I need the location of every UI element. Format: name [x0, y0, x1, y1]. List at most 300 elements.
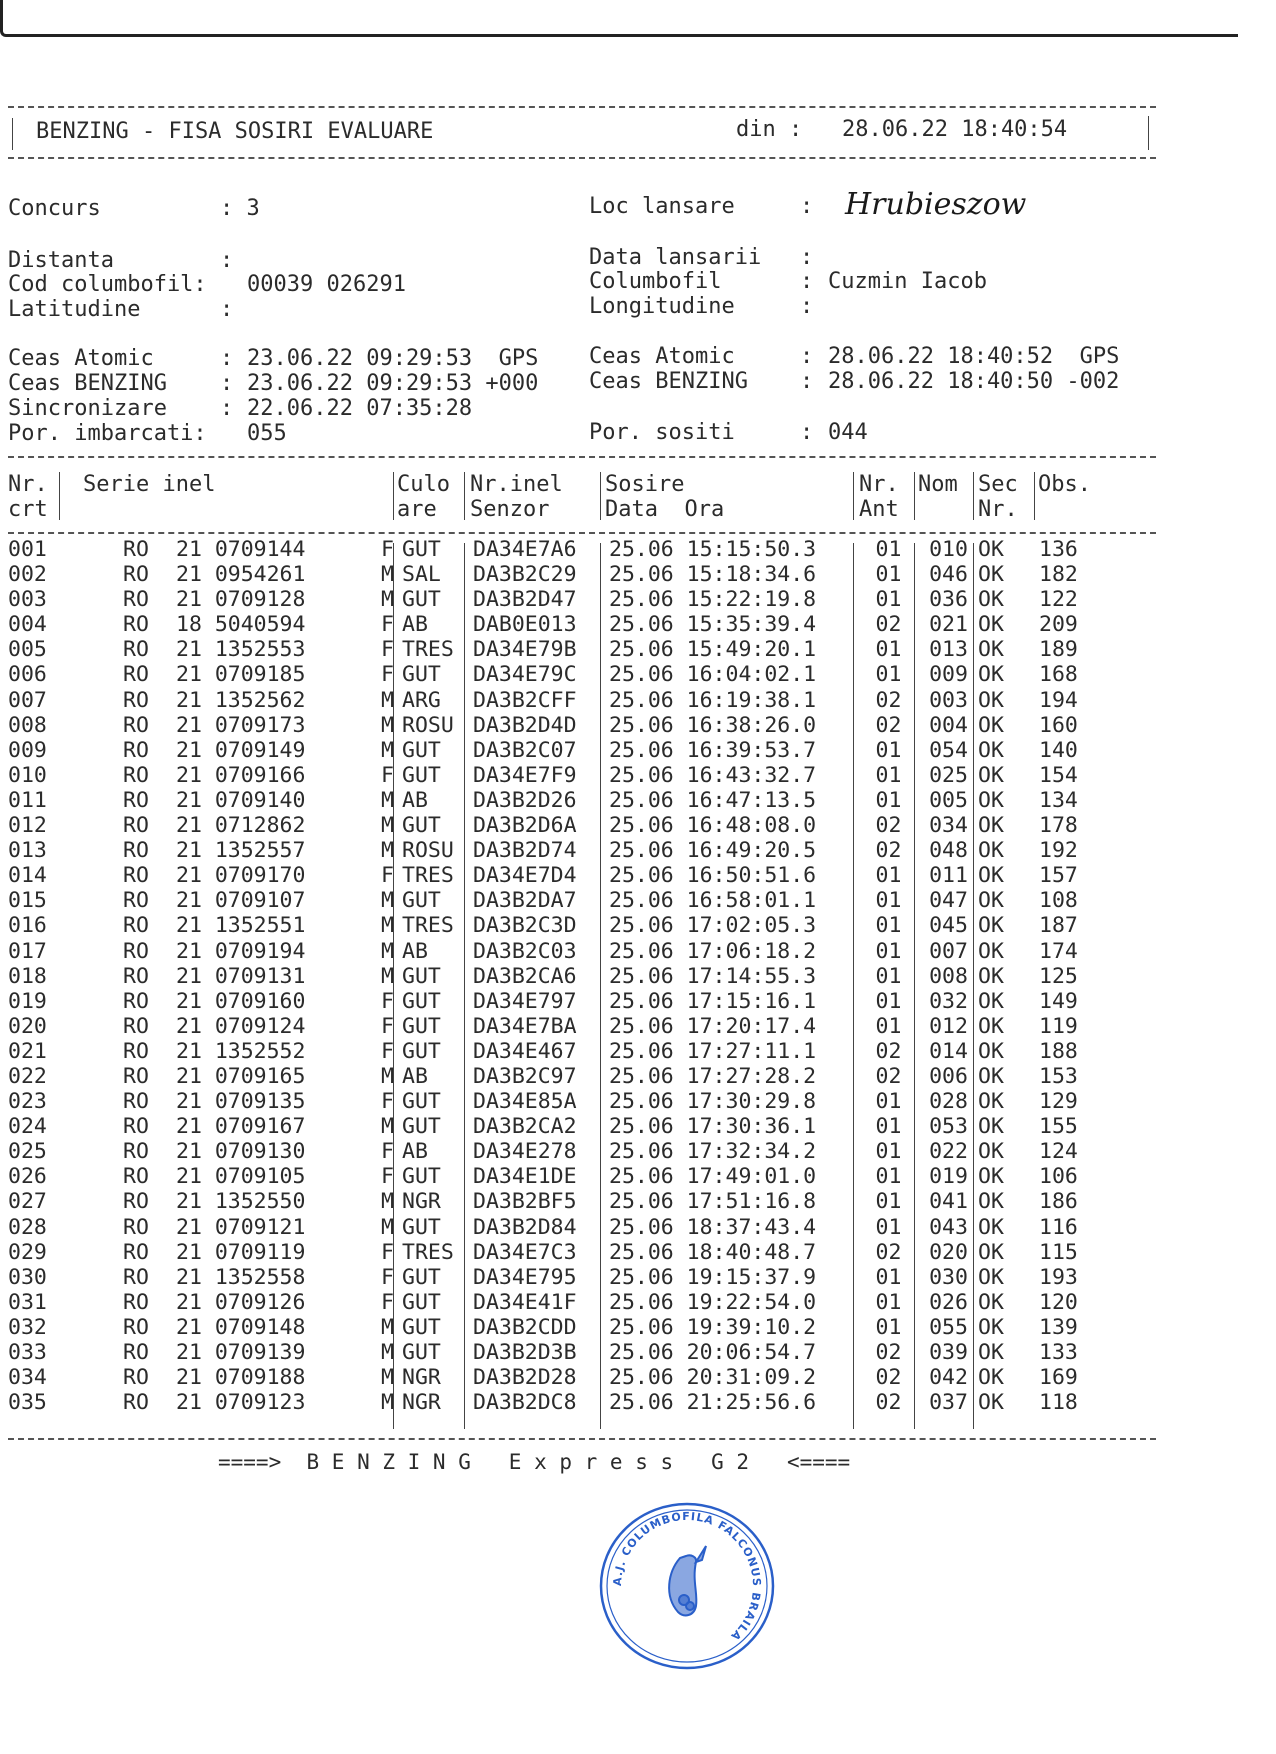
cell-sensor-ring: DA34E79C — [473, 662, 577, 688]
cell-country: RO — [123, 1164, 149, 1190]
cell-sex: F — [381, 612, 394, 638]
sincronizare-label: Sincronizare — [8, 396, 167, 421]
cell-nr-crt: 014 — [8, 863, 47, 889]
cell-sec-status: OK — [978, 762, 1004, 788]
col-divider — [464, 472, 465, 520]
cell-nr-crt: 017 — [8, 938, 47, 964]
cell-sex: F — [381, 1089, 394, 1115]
cell-sec-status: OK — [978, 1189, 1004, 1215]
cod-columbofil-label: Cod columbofil: — [8, 272, 207, 297]
cell-obs: 124 — [1039, 1139, 1078, 1165]
ceas-atomic-left-label: Ceas Atomic — [8, 346, 154, 371]
cell-sex: F — [381, 1139, 394, 1165]
cell-nr-ant: 01 — [875, 963, 902, 989]
table-row — [8, 637, 1109, 662]
cell-arrival: 25.06 21:25:56.6 — [609, 1390, 817, 1416]
cell-ring-series: 21 0709149 — [176, 737, 306, 763]
cell-arrival: 25.06 17:14:55.3 — [609, 963, 817, 989]
cell-color: GUT — [402, 888, 441, 914]
cell-sec-status: OK — [978, 1214, 1004, 1240]
cell-ring-series: 21 0709173 — [176, 712, 306, 738]
cell-obs: 186 — [1039, 1189, 1078, 1215]
cell-sec-status: OK — [978, 863, 1004, 889]
cell-sex: F — [381, 1239, 394, 1265]
cell-nom: 042 — [929, 1365, 968, 1391]
cell-sensor-ring: DA34E7BA — [473, 1013, 577, 1039]
table-row — [8, 788, 1109, 813]
cell-nr-ant: 01 — [875, 1214, 902, 1240]
cell-obs: 178 — [1039, 813, 1078, 839]
cell-color: GUT — [402, 662, 441, 688]
cell-sensor-ring: DA34E7D4 — [473, 863, 577, 889]
cell-obs: 192 — [1039, 838, 1078, 864]
cell-nr-crt: 010 — [8, 762, 47, 788]
cell-nr-ant: 02 — [875, 1390, 902, 1416]
cell-nr-ant: 01 — [875, 888, 902, 914]
table-row — [8, 1265, 1109, 1290]
cell-arrival: 25.06 16:48:08.0 — [609, 813, 817, 839]
cell-obs: 188 — [1039, 1038, 1078, 1064]
table-row — [8, 1089, 1109, 1114]
cell-country: RO — [123, 787, 149, 813]
cell-sec-status: OK — [978, 787, 1004, 813]
cell-country: RO — [123, 1089, 149, 1115]
header-nr-ant-1: Nr. — [859, 472, 899, 497]
loc-lansare-sep: : — [800, 194, 814, 219]
cell-color: AB — [402, 787, 428, 813]
cell-nom: 026 — [929, 1289, 968, 1315]
cell-color: GUT — [402, 1264, 441, 1290]
cell-sex: M — [381, 938, 394, 964]
table-row — [8, 913, 1109, 938]
table-row — [8, 888, 1109, 913]
cell-sensor-ring: DA3B2C3D — [473, 913, 577, 939]
header-nr: Nr. — [8, 472, 48, 497]
cell-ring-series: 21 0709148 — [176, 1314, 306, 1340]
cell-sensor-ring: DA3B2BF5 — [473, 1189, 577, 1215]
cell-sex: F — [381, 863, 394, 889]
cell-color: GUT — [402, 587, 441, 613]
cell-ring-series: 21 1352553 — [176, 637, 306, 663]
cell-sex: F — [381, 1164, 394, 1190]
cell-sex: M — [381, 1063, 394, 1089]
cell-arrival: 25.06 17:30:36.1 — [609, 1114, 817, 1140]
cell-obs: 115 — [1039, 1239, 1078, 1265]
cell-sensor-ring: DA3B2D28 — [473, 1365, 577, 1391]
cell-obs: 155 — [1039, 1114, 1078, 1140]
cell-sensor-ring: DA3B2D6A — [473, 813, 577, 839]
cell-ring-series: 21 1352557 — [176, 838, 306, 864]
cell-ring-series: 21 0954261 — [176, 562, 306, 588]
cell-arrival: 25.06 16:19:38.1 — [609, 687, 817, 713]
cell-sex: F — [381, 1289, 394, 1315]
cell-ring-series: 21 0709135 — [176, 1089, 306, 1115]
cell-ring-series: 21 0709124 — [176, 1013, 306, 1039]
cell-ring-series: 21 1352552 — [176, 1038, 306, 1064]
club-stamp-seal — [598, 1500, 776, 1672]
cell-sensor-ring: DA34E797 — [473, 988, 577, 1014]
cell-sensor-ring: DA34E41F — [473, 1289, 577, 1315]
cell-obs: 157 — [1039, 863, 1078, 889]
cell-ring-series: 21 0709185 — [176, 662, 306, 688]
header-senzor: Senzor — [470, 497, 550, 522]
table-row — [8, 1014, 1109, 1039]
cell-sec-status: OK — [978, 687, 1004, 713]
columbofil-sep: : — [800, 269, 814, 294]
cell-sex: M — [381, 1314, 394, 1340]
cell-sec-status: OK — [978, 1114, 1004, 1140]
cell-country: RO — [123, 1063, 149, 1089]
cell-obs: 139 — [1039, 1314, 1078, 1340]
ceas-atomic-right-value: 28.06.22 18:40:52 GPS — [828, 344, 1120, 369]
cell-sec-status: OK — [978, 1063, 1004, 1089]
cell-sec-status: OK — [978, 838, 1004, 864]
cell-obs: 106 — [1039, 1164, 1078, 1190]
title-box-left — [12, 118, 13, 150]
cell-nom: 019 — [929, 1164, 968, 1190]
cell-ring-series: 21 0709188 — [176, 1365, 306, 1391]
header-crt: crt — [8, 497, 48, 522]
table-row — [8, 838, 1109, 863]
cell-sensor-ring: DA3B2CDD — [473, 1314, 577, 1340]
cell-sec-status: OK — [978, 1013, 1004, 1039]
cell-ring-series: 21 0709194 — [176, 938, 306, 964]
cell-country: RO — [123, 1189, 149, 1215]
cell-sec-status: OK — [978, 637, 1004, 663]
cell-arrival: 25.06 16:58:01.1 — [609, 888, 817, 914]
cell-nr-ant: 01 — [875, 1139, 902, 1165]
ceas-atomic-right-label: Ceas Atomic — [589, 344, 735, 369]
cell-sec-status: OK — [978, 712, 1004, 738]
cell-arrival: 25.06 15:15:50.3 — [609, 537, 817, 562]
cell-sec-status: OK — [978, 913, 1004, 939]
cell-nom: 054 — [929, 737, 968, 763]
cell-nr-ant: 02 — [875, 1239, 902, 1265]
longitudine-sep: : — [800, 294, 814, 319]
date-value: 28.06.22 18:40:54 — [842, 117, 1068, 142]
cell-arrival: 25.06 16:39:53.7 — [609, 737, 817, 763]
cell-arrival: 25.06 17:30:29.8 — [609, 1089, 817, 1115]
cell-sex: M — [381, 888, 394, 914]
cell-nom: 055 — [929, 1314, 968, 1340]
cell-color: GUT — [402, 988, 441, 1014]
top-border-line — [0, 0, 1238, 37]
cell-nr-ant: 01 — [875, 863, 902, 889]
cell-obs: 125 — [1039, 963, 1078, 989]
cell-nr-crt: 025 — [8, 1139, 47, 1165]
svg-text:A.J. COLUMBOFILA FALCONUS BRAI: A.J. COLUMBOFILA FALCONUS BRAILA — [610, 1509, 764, 1644]
cell-country: RO — [123, 537, 149, 562]
col-divider — [59, 472, 60, 520]
cell-arrival: 25.06 17:20:17.4 — [609, 1013, 817, 1039]
cell-sensor-ring: DA34E467 — [473, 1038, 577, 1064]
data-lansarii-sep: : — [800, 245, 814, 270]
cell-sec-status: OK — [978, 813, 1004, 839]
cell-obs: 120 — [1039, 1289, 1078, 1315]
cell-nom: 037 — [929, 1390, 968, 1416]
cell-sec-status: OK — [978, 1289, 1004, 1315]
cell-nom: 009 — [929, 662, 968, 688]
cell-nr-ant: 01 — [875, 1189, 902, 1215]
cell-nr-crt: 028 — [8, 1214, 47, 1240]
loc-lansare-label: Loc lansare — [589, 194, 735, 219]
cell-arrival: 25.06 16:50:51.6 — [609, 863, 817, 889]
cell-color: GUT — [402, 1089, 441, 1115]
cell-color: ROSU — [402, 838, 454, 864]
cell-nr-crt: 024 — [8, 1114, 47, 1140]
table-bottom-rule — [8, 1438, 1156, 1440]
cell-nr-crt: 013 — [8, 838, 47, 864]
sincronizare-sep: : — [220, 396, 234, 421]
cell-ring-series: 21 0709119 — [176, 1239, 306, 1265]
table-row — [8, 1390, 1109, 1415]
cell-nr-ant: 01 — [875, 537, 902, 562]
cell-ring-series: 21 0709167 — [176, 1114, 306, 1140]
cell-arrival: 25.06 15:22:19.8 — [609, 587, 817, 613]
cell-sex: M — [381, 737, 394, 763]
cell-ring-series: 21 0709140 — [176, 787, 306, 813]
cell-arrival: 25.06 17:02:05.3 — [609, 913, 817, 939]
cell-arrival: 25.06 15:35:39.4 — [609, 612, 817, 638]
ceas-benzing-left-sep: : — [220, 371, 234, 396]
cell-nr-ant: 01 — [875, 1289, 902, 1315]
cell-obs: 136 — [1039, 537, 1078, 562]
cell-arrival: 25.06 17:51:16.8 — [609, 1189, 817, 1215]
ceas-atomic-left-value: 23.06.22 09:29:53 GPS — [247, 346, 539, 371]
cell-nom: 005 — [929, 787, 968, 813]
cell-arrival: 25.06 18:40:48.7 — [609, 1239, 817, 1265]
header-culoare-1: Culo — [397, 472, 450, 497]
cell-nr-crt: 018 — [8, 963, 47, 989]
cell-nr-crt: 022 — [8, 1063, 47, 1089]
cell-ring-series: 21 0709165 — [176, 1063, 306, 1089]
date-label: din : — [736, 117, 803, 142]
cell-sex: M — [381, 712, 394, 738]
cell-country: RO — [123, 1139, 149, 1165]
cell-obs: 129 — [1039, 1089, 1078, 1115]
cell-ring-series: 21 0709170 — [176, 863, 306, 889]
cell-nom: 045 — [929, 913, 968, 939]
cell-nr-crt: 029 — [8, 1239, 47, 1265]
concurs-value: : 3 — [220, 196, 260, 221]
cell-color: NGR — [402, 1189, 441, 1215]
cell-color: GUT — [402, 1289, 441, 1315]
cell-nr-ant: 02 — [875, 813, 902, 839]
cell-nr-ant: 01 — [875, 562, 902, 588]
cell-nr-ant: 01 — [875, 587, 902, 613]
cell-color: GUT — [402, 1164, 441, 1190]
cell-nr-ant: 01 — [875, 737, 902, 763]
cell-ring-series: 21 0709160 — [176, 988, 306, 1014]
cell-obs: 153 — [1039, 1063, 1078, 1089]
col-divider — [973, 472, 974, 520]
cell-nom: 011 — [929, 863, 968, 889]
cell-country: RO — [123, 1365, 149, 1391]
cell-country: RO — [123, 762, 149, 788]
distanta-sep: : — [220, 248, 234, 273]
cell-sec-status: OK — [978, 562, 1004, 588]
cell-country: RO — [123, 963, 149, 989]
cell-nom: 020 — [929, 1239, 968, 1265]
header-data-ora: Data Ora — [605, 497, 725, 522]
latitudine-sep: : — [220, 297, 234, 322]
col-divider — [853, 472, 854, 520]
cell-sec-status: OK — [978, 1164, 1004, 1190]
por-imbarcati-value: 055 — [247, 421, 287, 446]
distanta-label: Distanta — [8, 248, 114, 273]
table-row — [8, 1064, 1109, 1089]
cell-obs: 168 — [1039, 662, 1078, 688]
cell-color: TRES — [402, 913, 454, 939]
cell-sec-status: OK — [978, 1314, 1004, 1340]
cell-ring-series: 21 1352562 — [176, 687, 306, 713]
cell-ring-series: 21 0712862 — [176, 813, 306, 839]
cell-country: RO — [123, 1239, 149, 1265]
cell-color: ARG — [402, 687, 441, 713]
ceas-atomic-right-sep: : — [800, 344, 814, 369]
table-row — [8, 1189, 1109, 1214]
cell-arrival: 25.06 20:06:54.7 — [609, 1340, 817, 1365]
table-row — [8, 1315, 1109, 1340]
cell-obs: 149 — [1039, 988, 1078, 1014]
cell-sensor-ring: DA3B2D3B — [473, 1340, 577, 1365]
cell-nom: 039 — [929, 1340, 968, 1365]
ceas-benzing-right-value: 28.06.22 18:40:50 -002 — [828, 369, 1120, 394]
cell-sex: F — [381, 762, 394, 788]
cell-sensor-ring: DA3B2CA6 — [473, 963, 577, 989]
header-sec-2: Nr. — [978, 497, 1018, 522]
cell-color: GUT — [402, 1013, 441, 1039]
cell-nr-crt: 020 — [8, 1013, 47, 1039]
cell-nr-ant: 01 — [875, 762, 902, 788]
cell-sex: M — [381, 587, 394, 613]
cell-nr-crt: 003 — [8, 587, 47, 613]
cell-sensor-ring: DA3B2D74 — [473, 838, 577, 864]
cell-country: RO — [123, 813, 149, 839]
longitudine-label: Longitudine — [589, 294, 735, 319]
cell-nr-crt: 021 — [8, 1038, 47, 1064]
cell-nr-crt: 031 — [8, 1289, 47, 1315]
cell-ring-series: 21 1352551 — [176, 913, 306, 939]
cell-nom: 022 — [929, 1139, 968, 1165]
cell-nr-ant: 01 — [875, 787, 902, 813]
loc-lansare-handwritten: Hrubieszow — [845, 187, 1027, 222]
cell-arrival: 25.06 19:15:37.9 — [609, 1264, 817, 1290]
cell-sec-status: OK — [978, 1365, 1004, 1391]
cell-nr-ant: 02 — [875, 838, 902, 864]
cell-nr-ant: 01 — [875, 988, 902, 1014]
cell-arrival: 25.06 16:04:02.1 — [609, 662, 817, 688]
cell-color: GUT — [402, 1114, 441, 1140]
cell-arrival: 25.06 17:15:16.1 — [609, 988, 817, 1014]
cell-country: RO — [123, 712, 149, 738]
cell-ring-series: 21 1352558 — [176, 1264, 306, 1290]
cell-obs: 187 — [1039, 913, 1078, 939]
cell-obs: 193 — [1039, 1264, 1078, 1290]
cell-nr-ant: 01 — [875, 1013, 902, 1039]
cell-sex: F — [381, 637, 394, 663]
cell-color: GUT — [402, 1340, 441, 1365]
cell-arrival: 25.06 17:27:28.2 — [609, 1063, 817, 1089]
cell-nr-ant: 02 — [875, 687, 902, 713]
cell-sex: F — [381, 537, 394, 562]
cell-sec-status: OK — [978, 1340, 1004, 1365]
cell-nr-crt: 011 — [8, 787, 47, 813]
cell-sensor-ring: DA3B2D84 — [473, 1214, 577, 1240]
cell-nr-ant: 02 — [875, 712, 902, 738]
cell-sensor-ring: DA34E1DE — [473, 1164, 577, 1190]
cell-color: GUT — [402, 813, 441, 839]
cell-sex: M — [381, 562, 394, 588]
table-row — [8, 1039, 1109, 1064]
cell-nr-crt: 012 — [8, 813, 47, 839]
cell-obs: 209 — [1039, 612, 1078, 638]
cell-obs: 108 — [1039, 888, 1078, 914]
cell-obs: 122 — [1039, 587, 1078, 613]
table-row — [8, 738, 1109, 763]
cell-obs: 118 — [1039, 1390, 1078, 1416]
cell-country: RO — [123, 737, 149, 763]
table-row — [8, 863, 1109, 888]
cell-arrival: 25.06 16:47:13.5 — [609, 787, 817, 813]
cell-arrival: 25.06 18:37:43.4 — [609, 1214, 817, 1240]
cell-sensor-ring: DA3B2DA7 — [473, 888, 577, 914]
cell-arrival: 25.06 16:49:20.5 — [609, 838, 817, 864]
cell-sensor-ring: DA34E7F9 — [473, 762, 577, 788]
cell-color: AB — [402, 1139, 428, 1165]
cell-ring-series: 21 0709166 — [176, 762, 306, 788]
cell-nr-crt: 026 — [8, 1164, 47, 1190]
cell-color: NGR — [402, 1390, 441, 1416]
header-sosire: Sosire — [605, 472, 685, 497]
cell-nr-ant: 02 — [875, 1038, 902, 1064]
cell-nom: 028 — [929, 1089, 968, 1115]
cell-nr-crt: 004 — [8, 612, 47, 638]
col-divider — [914, 472, 915, 520]
cell-nr-crt: 030 — [8, 1264, 47, 1290]
cell-nom: 047 — [929, 888, 968, 914]
cell-ring-series: 21 1352550 — [176, 1189, 306, 1215]
cell-sex: M — [381, 1390, 394, 1416]
header-nom: Nom — [918, 472, 958, 497]
cell-color: ROSU — [402, 712, 454, 738]
ceas-benzing-right-label: Ceas BENZING — [589, 369, 748, 394]
por-sositi-sep: : — [800, 420, 814, 445]
cell-ring-series: 21 0709144 — [176, 537, 306, 562]
cell-color: SAL — [402, 562, 441, 588]
arrivals-table — [8, 537, 1109, 1415]
cell-sec-status: OK — [978, 938, 1004, 964]
cell-obs: 119 — [1039, 1013, 1078, 1039]
cell-nr-crt: 007 — [8, 687, 47, 713]
cell-country: RO — [123, 863, 149, 889]
header-obs: Obs. — [1038, 472, 1091, 497]
cell-ring-series: 21 0709105 — [176, 1164, 306, 1190]
cell-nom: 053 — [929, 1114, 968, 1140]
header-nr-ant-2: Ant — [859, 497, 899, 522]
cell-sensor-ring: DA3B2C03 — [473, 938, 577, 964]
table-row — [8, 1290, 1109, 1315]
cell-obs: 133 — [1039, 1340, 1078, 1365]
columbofil-label: Columbofil — [589, 269, 722, 294]
cell-nr-crt: 019 — [8, 988, 47, 1014]
cell-color: TRES — [402, 637, 454, 663]
cell-sex: M — [381, 1114, 394, 1140]
header-nr-inel: Nr.inel — [470, 472, 563, 497]
cell-sec-status: OK — [978, 737, 1004, 763]
cell-sec-status: OK — [978, 888, 1004, 914]
table-row — [8, 1340, 1109, 1365]
